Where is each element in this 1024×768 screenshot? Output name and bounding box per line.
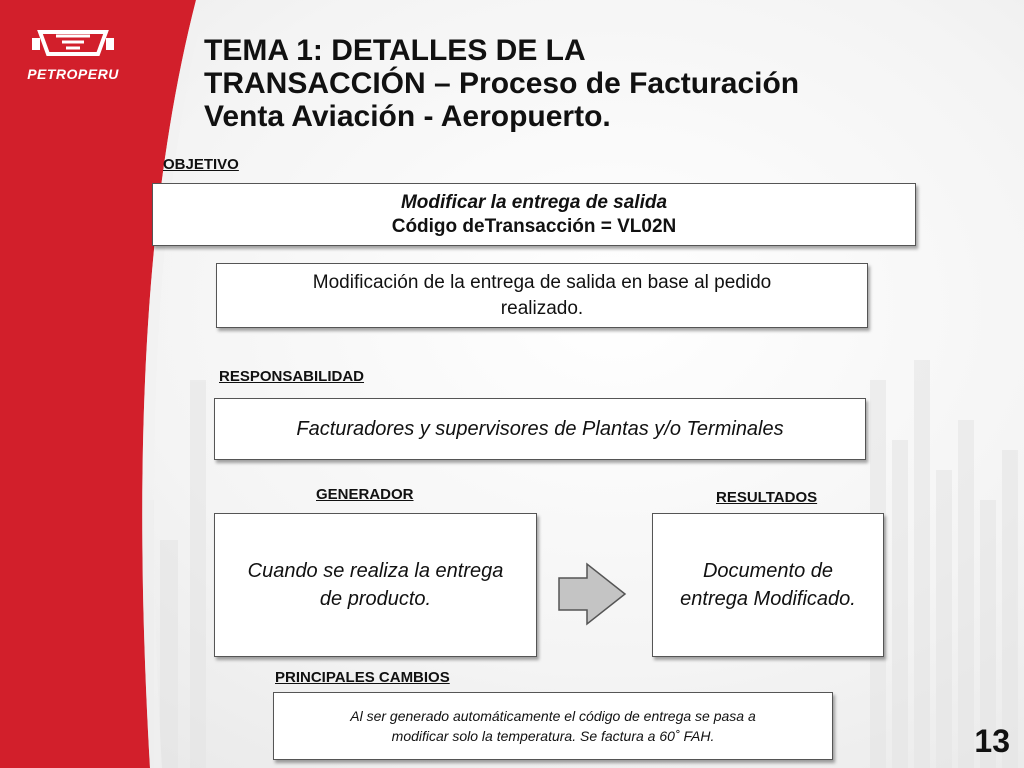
descripcion-box [216, 263, 868, 328]
generador-box [214, 513, 537, 657]
resultados-line-2: entrega Modificado. [680, 588, 856, 610]
transaction-code: Código deTransacción = VL02N [391, 215, 677, 237]
descripcion-line-2: realizado. [500, 297, 584, 319]
title-line-3: Venta Aviación - Aeropuerto. [204, 100, 611, 133]
cambios-line-1: Al ser generado automáticamente el código de entrega se pasa a [350, 708, 756, 724]
objetivo-box [152, 183, 916, 246]
arrow-right-icon [555, 562, 629, 626]
title-line-2: TRANSACCIÓN – Proceso de Facturación [204, 67, 800, 100]
logo-emblem-icon [18, 24, 128, 64]
responsabilidad-box [214, 398, 866, 460]
brand-band [0, 0, 200, 768]
cambios-line-2: modificar solo la temperatura. Se factura a 60˚ FAH. [391, 728, 715, 744]
petroperu-logo [18, 24, 128, 94]
objetivo-title: Modificar la entrega de salida [400, 191, 668, 213]
logo-wordmark: PETROPERU [27, 66, 119, 82]
objetivo-label: OBJETIVO [163, 156, 239, 173]
principales-cambios-label: PRINCIPALES CAMBIOS [275, 669, 450, 686]
resultados-box [652, 513, 884, 657]
generador-line-1: Cuando se realiza la entrega [247, 560, 504, 582]
generador-label: GENERADOR [316, 486, 414, 503]
resultados-label: RESULTADOS [716, 489, 818, 506]
page-title [204, 34, 964, 133]
principales-cambios-box [273, 692, 833, 760]
resultados-line-1: Documento de [702, 560, 834, 582]
responsabilidad-label: RESPONSABILIDAD [219, 368, 365, 385]
generador-line-2: de producto. [319, 588, 432, 610]
descripcion-line-1: Modificación de la entrega de salida en base al pedido [312, 271, 772, 293]
page-number: 13 [974, 723, 1010, 759]
responsabilidad-text: Facturadores y supervisores de Plantas y/o Terminales [296, 417, 784, 440]
title-line-1: TEMA 1: DETALLES DE LA [204, 34, 586, 67]
